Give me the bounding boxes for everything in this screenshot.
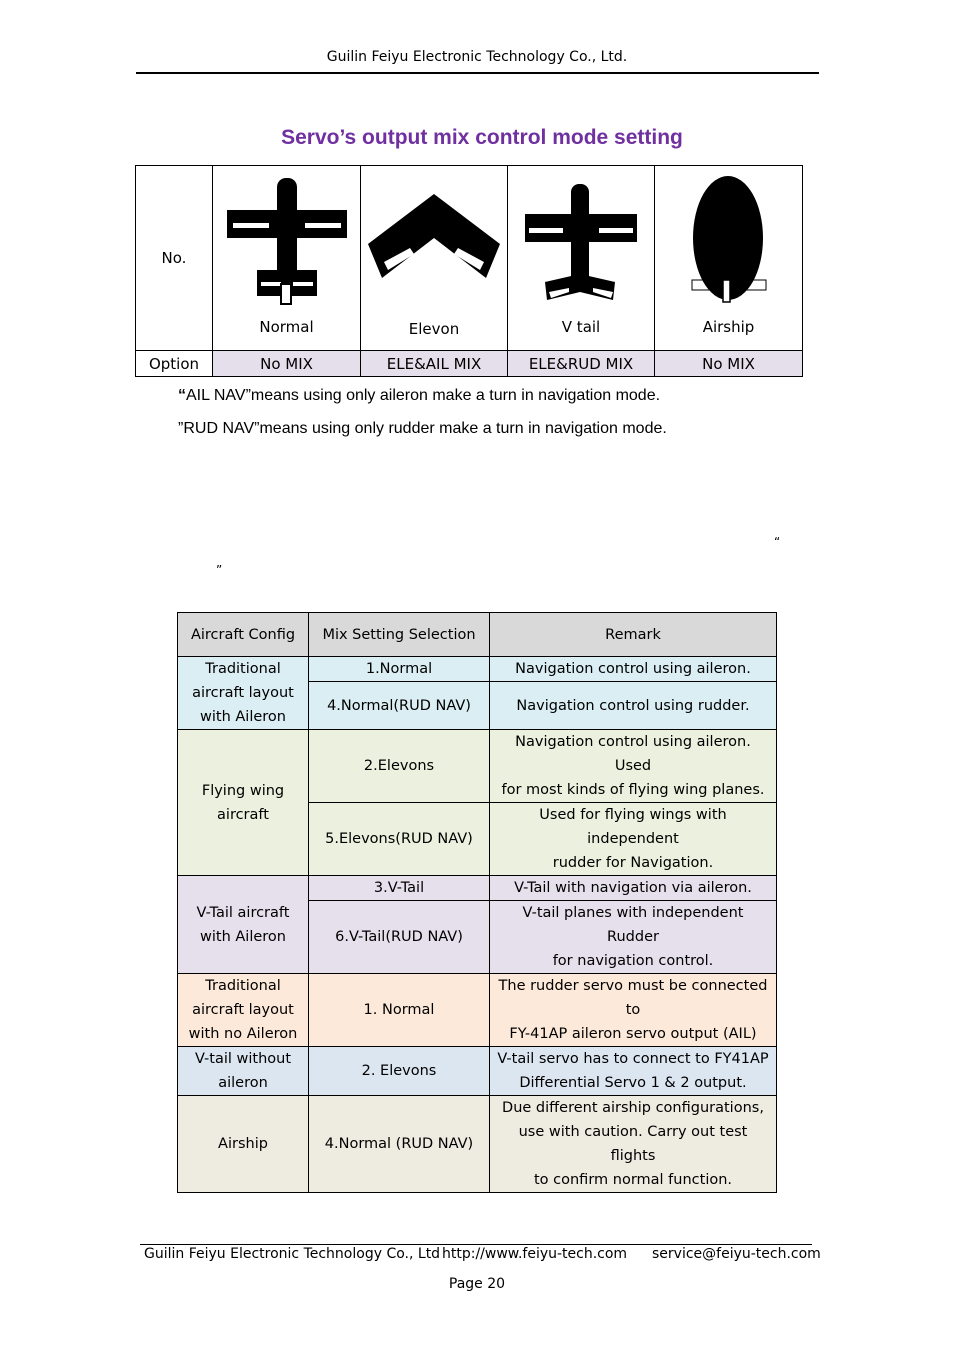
cfg-config-line: Traditional xyxy=(205,661,281,677)
cfg-config-cell xyxy=(178,1096,309,1193)
cfg-config-line: V-Tail aircraft xyxy=(196,904,290,921)
footer-url-link[interactable]: http://www.feiyu-tech.com xyxy=(442,1246,628,1262)
cfg-remark-cell xyxy=(490,803,777,876)
cfg-mix-cell: 5.Elevons(RUD NAV) xyxy=(309,803,490,876)
mix-table-row-label-no: No. xyxy=(136,166,213,351)
mix-caption-normal: Normal xyxy=(259,318,314,336)
cfg-mix-cell: 4.Normal (RUD NAV) xyxy=(309,1096,490,1193)
cfg-config-line: Flying wing xyxy=(201,782,285,799)
cfg-mix-cell: 3.V-Tail xyxy=(309,876,490,901)
section-title: Servo’s output mix control mode setting xyxy=(281,126,683,149)
cfg-remark-line: for most kinds of flying wing planes. xyxy=(501,782,765,798)
mix-cell-normal xyxy=(213,166,361,351)
mix-mode-table xyxy=(135,165,803,377)
page-header-company: Guilin Feiyu Electronic Technology Co., Ltd. xyxy=(326,49,628,65)
mix-cell-elevon xyxy=(361,166,508,351)
cfg-remark-line: for navigation control. xyxy=(552,953,714,969)
note-ail-nav xyxy=(178,387,660,405)
cfg-mix-cell: 1. Normal xyxy=(309,974,490,1047)
footer-email-link[interactable]: service@feiyu-tech.com xyxy=(652,1246,821,1262)
cfg-mix-cell: 1.Normal xyxy=(309,657,490,682)
flying-wing-icon xyxy=(366,192,502,282)
cfg-remark-line: Due different airship configurations, xyxy=(502,1100,764,1116)
mix-table-row-label-option: Option xyxy=(136,351,213,377)
cfg-remark-cell xyxy=(490,682,777,730)
cfg-remark-line: The rudder servo must be connected to xyxy=(498,978,768,1018)
mix-cell-vtail xyxy=(508,166,655,351)
cfg-remark-cell xyxy=(490,730,777,803)
cfg-config-cell xyxy=(178,974,309,1047)
footer-company: Guilin Feiyu Electronic Technology Co., Ltd xyxy=(144,1246,441,1262)
cfg-config-cell xyxy=(178,1047,309,1096)
cfg-header-remark: Remark xyxy=(490,613,777,657)
cfg-mix-cell: 6.V-Tail(RUD NAV) xyxy=(309,901,490,974)
cfg-config-cell xyxy=(178,730,309,876)
aircraft-config-table xyxy=(177,612,777,1193)
cfg-remark-line: Navigation control using aileron. Used xyxy=(515,734,751,774)
mix-option-vtail: ELE&RUD MIX xyxy=(508,351,655,377)
cfg-remark-line: use with caution. Carry out test flights xyxy=(518,1124,748,1164)
cfg-mix-cell: 2.Elevons xyxy=(309,730,490,803)
cfg-config-line: aircraft xyxy=(217,806,269,823)
mix-option-airship: No MIX xyxy=(655,351,803,377)
cfg-remark-cell xyxy=(490,876,777,901)
note-ail-nav-quote: “ xyxy=(178,387,186,404)
cfg-mix-cell: 4.Normal(RUD NAV) xyxy=(309,682,490,730)
header-rule xyxy=(136,72,819,74)
note-rud-nav: ”RUD NAV”means using only rudder make a turn in navigation mode. xyxy=(178,420,667,437)
cfg-remark-line: Used for flying wings with independent xyxy=(539,807,727,847)
normal-aircraft-icon xyxy=(225,176,349,308)
cfg-remark-line: FY-41AP aileron servo output (AIL) xyxy=(509,1026,757,1042)
cfg-remark-line: V-tail planes with independent Rudder xyxy=(522,905,744,945)
cfg-header-aircraft-config: Aircraft Config xyxy=(178,613,309,657)
mix-caption-airship: Airship xyxy=(702,318,755,336)
cfg-config-line: with Aileron xyxy=(200,709,286,725)
cfg-remark-cell xyxy=(490,901,777,974)
cfg-config-line: Airship xyxy=(218,1136,268,1152)
mix-option-elevon: ELE&AIL MIX xyxy=(361,351,508,377)
page-number: Page 20 xyxy=(448,1276,506,1292)
cfg-config-line: aileron xyxy=(218,1075,268,1091)
cfg-remark-line: Navigation control using rudder. xyxy=(516,697,750,714)
cfg-mix-cell: 2. Elevons xyxy=(309,1047,490,1096)
cfg-remark-line: Differential Servo 1 & 2 output. xyxy=(519,1075,747,1091)
cfg-config-line: with Aileron xyxy=(200,928,286,945)
cfg-remark-cell xyxy=(490,657,777,682)
cfg-config-cell xyxy=(178,876,309,974)
cfg-remark-line: rudder for Navigation. xyxy=(552,855,714,871)
cfg-header-mix-setting: Mix Setting Selection xyxy=(309,613,490,657)
v-tail-aircraft-icon xyxy=(523,182,639,302)
stray-close-quote: ” xyxy=(216,563,223,577)
mix-caption-elevon: Elevon xyxy=(408,320,460,338)
cfg-config-line: Traditional xyxy=(205,978,281,994)
cfg-config-line: aircraft layout xyxy=(192,685,294,701)
cfg-config-line: with no Aileron xyxy=(188,1026,298,1042)
stray-open-quote: “ xyxy=(774,535,781,549)
airship-icon xyxy=(690,176,768,306)
cfg-config-line: aircraft layout xyxy=(192,1002,294,1018)
mix-cell-airship xyxy=(655,166,803,351)
cfg-remark-cell xyxy=(490,1096,777,1193)
mix-option-normal: No MIX xyxy=(213,351,361,377)
cfg-config-line: V-tail without xyxy=(194,1051,292,1067)
footer-rule xyxy=(140,1244,812,1245)
cfg-remark-line: to confirm normal function. xyxy=(533,1172,733,1188)
cfg-remark-cell xyxy=(490,1047,777,1096)
mix-caption-vtail: V tail xyxy=(561,318,601,336)
cfg-config-cell xyxy=(178,657,309,730)
note-ail-nav-text: AIL NAV”means using only aileron make a turn in navigation mode. xyxy=(186,387,661,404)
cfg-remark-line: Navigation control using aileron. xyxy=(515,661,751,677)
cfg-remark-line: V-Tail with navigation via aileron. xyxy=(514,880,752,896)
cfg-remark-cell xyxy=(490,974,777,1047)
cfg-remark-line: V-tail servo has to connect to FY41AP xyxy=(497,1051,769,1067)
